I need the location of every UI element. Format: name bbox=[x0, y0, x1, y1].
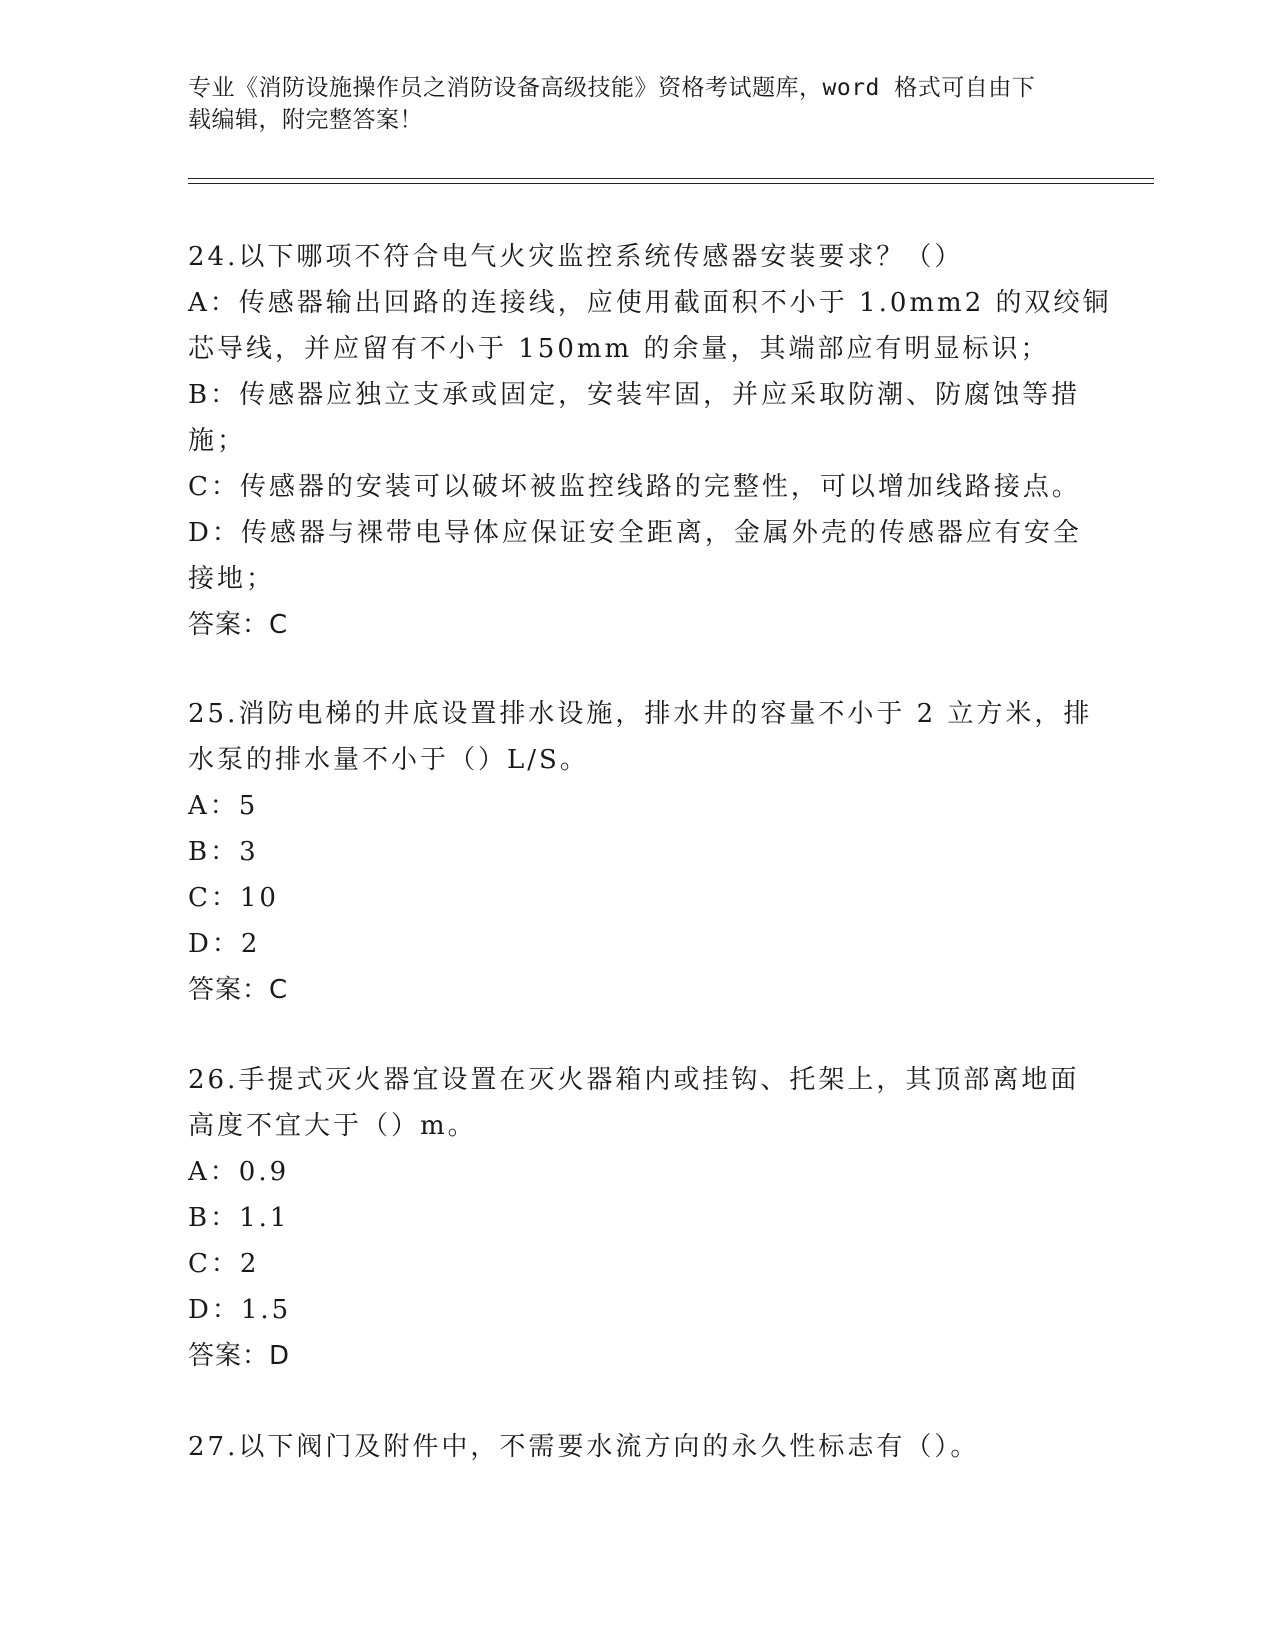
document-header bbox=[188, 72, 1078, 136]
question-24 bbox=[188, 234, 1112, 648]
option-a-continued: 芯导线，并应留有不小于 150mm 的余量，其端部应有明显标识； bbox=[188, 334, 1050, 364]
option-b-continued: 施； bbox=[188, 426, 247, 456]
option-a: A：5 bbox=[188, 791, 259, 821]
option-d: D：1.5 bbox=[188, 1295, 292, 1325]
answer: 答案：C bbox=[188, 975, 289, 1005]
question-27 bbox=[188, 1424, 1088, 1470]
option-b: B：传感器应独立支承或固定，安装牢固，并应采取防潮、防腐蚀等措 bbox=[188, 380, 1081, 410]
option-d-continued: 接地； bbox=[188, 564, 276, 594]
option-c: C：传感器的安装可以破坏被监控线路的完整性，可以增加线路接点。 bbox=[188, 472, 1081, 502]
answer: 答案：C bbox=[188, 610, 289, 640]
option-c: C：10 bbox=[188, 883, 279, 913]
option-b: B：3 bbox=[188, 837, 259, 867]
question-stem-continued: 水泵的排水量不小于（）L/S。 bbox=[188, 745, 589, 775]
option-b: B：1.1 bbox=[188, 1203, 290, 1233]
option-c: C：2 bbox=[188, 1249, 260, 1279]
question-stem: 27.以下阀门及附件中，不需要水流方向的永久性标志有（）。 bbox=[188, 1432, 980, 1462]
question-26 bbox=[188, 1057, 1088, 1379]
answer: 答案：D bbox=[188, 1341, 291, 1371]
option-d: D：2 bbox=[188, 929, 261, 959]
option-a: A：传感器输出回路的连接线，应使用截面积不小于 1.0mm2 的双绞铜 bbox=[188, 288, 1112, 318]
header-line-2: 载编辑，附完整答案！ bbox=[188, 107, 423, 133]
header-divider-bottom bbox=[188, 183, 1154, 184]
question-stem: 26.手提式灭火器宜设置在灭火器箱内或挂钩、托架上，其顶部离地面 bbox=[188, 1065, 1080, 1095]
header-divider-top bbox=[188, 178, 1154, 179]
question-25 bbox=[188, 691, 1093, 1013]
option-d: D：传感器与裸带电导体应保证安全距离，金属外壳的传感器应有安全 bbox=[188, 518, 1082, 548]
option-a: A：0.9 bbox=[188, 1157, 290, 1187]
question-stem-continued: 高度不宜大于（）m。 bbox=[188, 1111, 477, 1141]
header-line-1: 专业《消防设施操作员之消防设备高级技能》资格考试题库，word 格式可自由下 bbox=[188, 75, 1036, 101]
question-stem: 25.消防电梯的井底设置排水设施，排水井的容量不小于 2 立方米，排 bbox=[188, 699, 1093, 729]
question-stem: 24.以下哪项不符合电气火灾监控系统传感器安装要求？（） bbox=[188, 242, 964, 272]
